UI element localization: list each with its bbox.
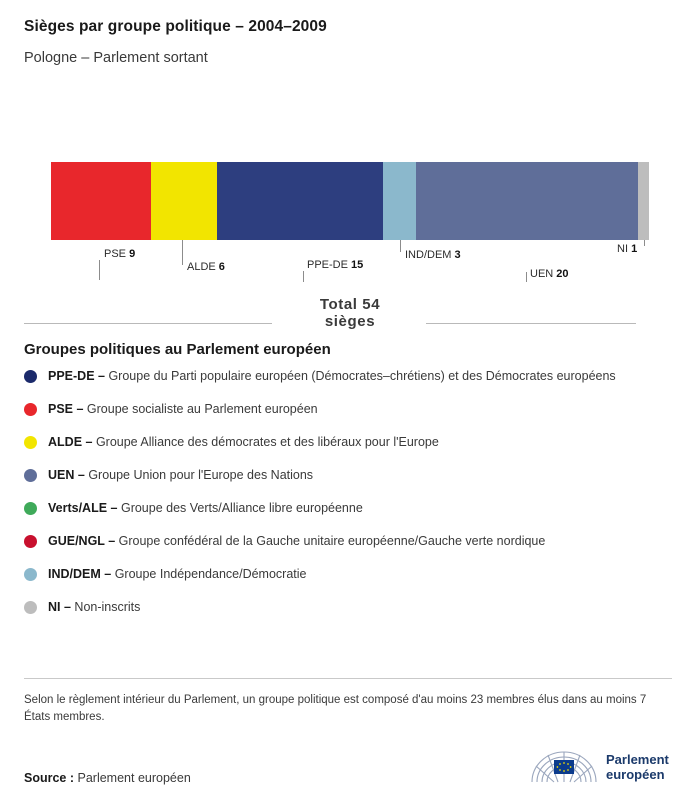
leader-line-ppe-de bbox=[303, 271, 304, 282]
european-parliament-logo bbox=[528, 748, 674, 788]
footnote-divider bbox=[24, 678, 672, 679]
legend-title: Groupes politiques au Parlement européen bbox=[24, 341, 331, 358]
total-block bbox=[0, 296, 700, 336]
legend-item-uen bbox=[24, 467, 672, 485]
stacked-bar-chart bbox=[0, 120, 700, 300]
parliament-hemicycle-icon bbox=[528, 750, 600, 784]
legend-item-verts-ale bbox=[24, 500, 672, 518]
segment-label-alde: ALDE 6 bbox=[187, 261, 225, 273]
leader-line-ni bbox=[644, 240, 645, 246]
legend-item-text bbox=[48, 401, 318, 418]
legend-item-pse bbox=[24, 401, 672, 419]
bar-track bbox=[51, 162, 649, 240]
legend-item-abbr: NI – bbox=[48, 600, 71, 614]
legend-item-text bbox=[48, 533, 545, 550]
legend-color-swatch-ind-dem bbox=[24, 568, 37, 581]
segment-label-ni: NI 1 bbox=[617, 243, 638, 255]
legend-item-abbr: UEN – bbox=[48, 468, 85, 482]
legend-item-text bbox=[48, 467, 313, 484]
total-label-line2: sièges bbox=[324, 313, 376, 330]
legend-color-swatch-verts-ale bbox=[24, 502, 37, 515]
legend-item-description: Groupe Indépendance/Démocratie bbox=[114, 567, 307, 581]
leader-line-alde bbox=[182, 240, 183, 265]
bar-segment-pse[interactable] bbox=[51, 162, 151, 240]
source-value: Parlement européen bbox=[77, 771, 191, 785]
legend-item-ppe-de bbox=[24, 368, 672, 386]
logo-line-2: européen bbox=[606, 767, 665, 782]
legend-item-description: Non-inscrits bbox=[74, 600, 141, 614]
legend-item-text bbox=[48, 500, 363, 517]
leader-line-uen bbox=[526, 272, 527, 282]
page-subtitle: Pologne – Parlement sortant bbox=[24, 50, 208, 66]
footnote: Selon le règlement intérieur du Parlement, un groupe politique est composé d'au moins 23 membres élus dans au moins 7 États membres. bbox=[24, 694, 647, 723]
bar-segment-uen[interactable] bbox=[416, 162, 638, 240]
legend-item-abbr: Verts/ALE – bbox=[48, 501, 118, 515]
legend-item-description: Groupe Union pour l'Europe des Nations bbox=[88, 468, 314, 482]
legend-item-abbr: PSE – bbox=[48, 402, 84, 416]
legend-item-ind-dem bbox=[24, 566, 672, 584]
legend-color-swatch-ppe-de bbox=[24, 370, 37, 383]
legend-item-abbr: IND/DEM – bbox=[48, 567, 112, 581]
legend-item-abbr: GUE/NGL – bbox=[48, 534, 116, 548]
legend-item-text bbox=[48, 566, 306, 583]
bar-segment-ni[interactable] bbox=[638, 162, 649, 240]
logo-wordmark bbox=[606, 752, 669, 782]
legend-color-swatch-alde bbox=[24, 436, 37, 449]
legend-item-description: Groupe des Verts/Alliance libre européenne bbox=[120, 501, 363, 515]
segment-label-uen: UEN 20 bbox=[530, 268, 569, 280]
bar-segment-ppe-de[interactable] bbox=[217, 162, 383, 240]
legend-item-abbr: PPE-DE – bbox=[48, 369, 105, 383]
legend-item-description: Groupe socialiste au Parlement européen bbox=[86, 402, 318, 416]
total-label-line1: Total 54 bbox=[319, 296, 381, 313]
segment-label-ind-dem: IND/DEM 3 bbox=[405, 249, 461, 261]
leader-line-pse bbox=[99, 260, 100, 280]
source-label: Source : bbox=[24, 771, 75, 785]
segment-label-pse: PSE 9 bbox=[104, 248, 136, 260]
legend-item-text bbox=[48, 599, 140, 616]
leader-line-ind-dem bbox=[400, 240, 401, 252]
segment-label-ppe-de: PPE-DE 15 bbox=[307, 259, 364, 271]
legend-item-ni bbox=[24, 599, 672, 617]
bar-segment-alde[interactable] bbox=[151, 162, 217, 240]
legend-item-description: Groupe du Parti populaire européen (Démocrates–chrétiens) et des Démocrates européens bbox=[108, 369, 616, 383]
legend-item-gue-ngl bbox=[24, 533, 672, 551]
legend-color-swatch-ni bbox=[24, 601, 37, 614]
page-title: Sièges par groupe politique – 2004–2009 bbox=[24, 18, 327, 35]
legend bbox=[24, 368, 672, 632]
legend-item-text bbox=[48, 368, 616, 385]
legend-item-description: Groupe Alliance des démocrates et des libéraux pour l'Europe bbox=[95, 435, 439, 449]
legend-color-swatch-gue-ngl bbox=[24, 535, 37, 548]
source-line bbox=[24, 771, 191, 785]
logo-line-1: Parlement bbox=[606, 752, 669, 767]
legend-item-text bbox=[48, 434, 439, 451]
legend-color-swatch-uen bbox=[24, 469, 37, 482]
total-label bbox=[0, 296, 700, 330]
legend-color-swatch-pse bbox=[24, 403, 37, 416]
legend-item-alde bbox=[24, 434, 672, 452]
legend-item-abbr: ALDE – bbox=[48, 435, 93, 449]
bar-segment-ind-dem[interactable] bbox=[383, 162, 416, 240]
legend-item-description: Groupe confédéral de la Gauche unitaire européenne/Gauche verte nordique bbox=[118, 534, 546, 548]
